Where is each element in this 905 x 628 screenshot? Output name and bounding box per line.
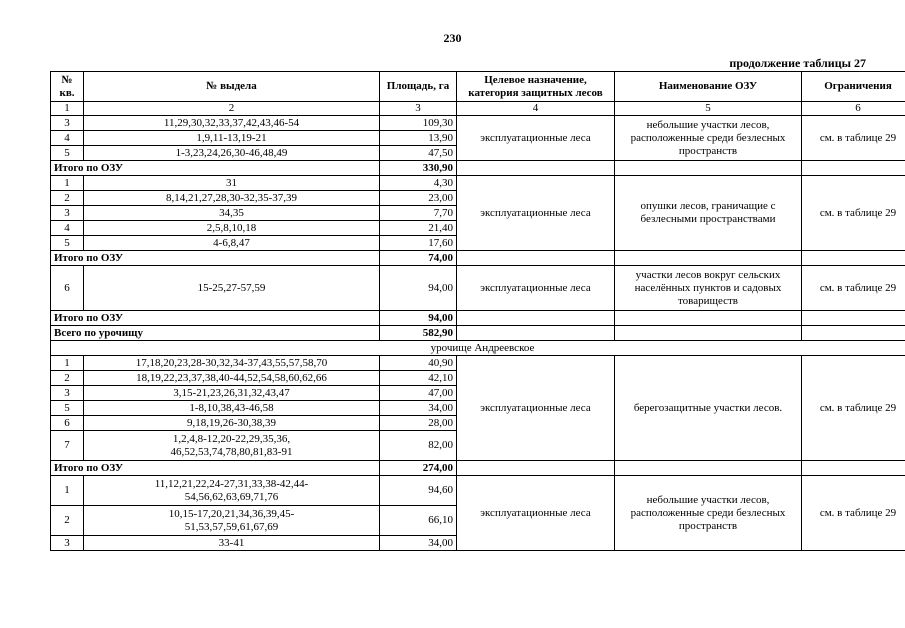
area-cell: 42,10: [380, 371, 457, 386]
area-cell: 94,60: [380, 476, 457, 506]
kv-cell: 1: [51, 476, 84, 506]
vydel-line: 10,15-17,20,21,34,36,39,45-: [168, 507, 295, 520]
forest-areas-table: [50, 71, 905, 551]
area-cell: 66,10: [380, 506, 457, 536]
vydel-line: 1,2,4,8-12,20-22,29,35,36,: [172, 432, 291, 445]
table-header-row: [51, 72, 905, 102]
area-cell: 34,00: [380, 536, 457, 551]
kv-cell: 1: [51, 356, 84, 371]
kv-cell: 7: [51, 431, 84, 461]
page-number: 230: [443, 31, 462, 45]
purpose-cell: эксплуатационные леса: [457, 176, 615, 251]
purpose-cell: эксплуатационные леса: [457, 476, 615, 551]
kv-cell: 4: [51, 221, 84, 236]
subtotal-row: [51, 461, 905, 476]
limits-cell: см. в таблице 29: [802, 176, 905, 251]
section-heading-row: [51, 341, 905, 356]
table-row: [51, 266, 905, 311]
tract-total-label: Всего по урочищу: [51, 326, 380, 341]
tract-total-value: 582,90: [380, 326, 457, 341]
limits-cell: см. в таблице 29: [802, 266, 905, 311]
subtotal-value: 74,00: [380, 251, 457, 266]
vydel-cell: 1-3,23,24,26,30-46,48,49: [84, 146, 380, 161]
area-cell: 34,00: [380, 401, 457, 416]
purpose-cell: эксплуатационные леса: [457, 356, 615, 461]
vydel-cell: [84, 476, 380, 506]
ozu-cell: небольшие участки лесов, расположенные среди безлесных пространств: [615, 116, 802, 161]
area-cell: 82,00: [380, 431, 457, 461]
subtotal-row: [51, 161, 905, 176]
area-cell: 40,90: [380, 356, 457, 371]
kv-cell: 6: [51, 416, 84, 431]
subtotal-label: Итого по ОЗУ: [51, 251, 380, 266]
column-number: 6: [802, 102, 905, 116]
table-row: [51, 116, 905, 131]
vydel-cell: 15-25,27-57,59: [84, 266, 380, 311]
kv-cell: 6: [51, 266, 84, 311]
purpose-cell: эксплуатационные леса: [457, 116, 615, 161]
subtotal-value: 274,00: [380, 461, 457, 476]
column-number: 5: [615, 102, 802, 116]
vydel-cell: 33-41: [84, 536, 380, 551]
vydel-cell: 11,29,30,32,33,37,42,43,46-54: [84, 116, 380, 131]
area-cell: 17,60: [380, 236, 457, 251]
table-continuation-label: продолжение таблицы 27: [729, 56, 866, 70]
table-row: [51, 356, 905, 371]
subtotal-row: [51, 311, 905, 326]
kv-cell: 5: [51, 146, 84, 161]
area-cell: 47,50: [380, 146, 457, 161]
subtotal-label: Итого по ОЗУ: [51, 161, 380, 176]
kv-cell: 5: [51, 401, 84, 416]
header-kv: № кв.: [51, 72, 84, 102]
vydel-cell: 34,35: [84, 206, 380, 221]
kv-cell: 2: [51, 191, 84, 206]
vydel-cell: 31: [84, 176, 380, 191]
purpose-cell: эксплуатационные леса: [457, 266, 615, 311]
vydel-line: 51,53,57,59,61,67,69: [184, 520, 279, 533]
limits-cell: см. в таблице 29: [802, 116, 905, 161]
vydel-cell: 1,9,11-13,19-21: [84, 131, 380, 146]
column-number: 2: [84, 102, 380, 116]
kv-cell: 4: [51, 131, 84, 146]
kv-cell: 3: [51, 206, 84, 221]
limits-cell: см. в таблице 29: [802, 356, 905, 461]
header-ozu: Наименование ОЗУ: [615, 72, 802, 102]
limits-cell: см. в таблице 29: [802, 476, 905, 551]
area-cell: 47,00: [380, 386, 457, 401]
header-vydel: № выдела: [84, 72, 380, 102]
vydel-cell: [84, 506, 380, 536]
header-area: Площадь, га: [380, 72, 457, 102]
area-cell: 21,40: [380, 221, 457, 236]
subtotal-value: 330,90: [380, 161, 457, 176]
kv-cell: 5: [51, 236, 84, 251]
subtotal-label: Итого по ОЗУ: [51, 311, 380, 326]
kv-cell: 1: [51, 176, 84, 191]
ozu-cell: участки лесов вокруг сельских населённых пунктов и садовых товариществ: [615, 266, 802, 311]
vydel-cell: 18,19,22,23,37,38,40-44,52,54,58,60,62,66: [84, 371, 380, 386]
area-cell: 23,00: [380, 191, 457, 206]
column-number: 4: [457, 102, 615, 116]
subtotal-row: [51, 251, 905, 266]
section-title: урочище Андреевское: [51, 341, 905, 356]
column-number: 1: [51, 102, 84, 116]
area-cell: 28,00: [380, 416, 457, 431]
vydel-cell: 9,18,19,26-30,38,39: [84, 416, 380, 431]
kv-cell: 3: [51, 116, 84, 131]
vydel-cell: 17,18,20,23,28-30,32,34-37,43,55,57,58,70: [84, 356, 380, 371]
column-number-row: [51, 102, 905, 116]
vydel-line: 11,12,21,22,24-27,31,33,38-42,44-: [154, 477, 309, 490]
area-cell: 7,70: [380, 206, 457, 221]
vydel-cell: [84, 431, 380, 461]
column-number: 3: [380, 102, 457, 116]
table-row: [51, 476, 905, 506]
subtotal-value: 94,00: [380, 311, 457, 326]
kv-cell: 2: [51, 506, 84, 536]
vydel-line: 46,52,53,74,78,80,81,83-91: [170, 445, 293, 458]
vydel-line: 54,56,62,63,69,71,76: [184, 490, 279, 503]
vydel-cell: 2,5,8,10,18: [84, 221, 380, 236]
vydel-cell: 4-6,8,47: [84, 236, 380, 251]
table-row: [51, 176, 905, 191]
tract-total-row: [51, 326, 905, 341]
area-cell: 109,30: [380, 116, 457, 131]
area-cell: 4,30: [380, 176, 457, 191]
ozu-cell: опушки лесов, граничащие с безлесными пространствами: [615, 176, 802, 251]
header-limits: Ограничения: [802, 72, 905, 102]
ozu-cell: небольшие участки лесов, расположенные среди безлесных пространств: [615, 476, 802, 551]
ozu-cell: берегозащитные участки лесов.: [615, 356, 802, 461]
kv-cell: 2: [51, 371, 84, 386]
area-cell: 94,00: [380, 266, 457, 311]
vydel-cell: 8,14,21,27,28,30-32,35-37,39: [84, 191, 380, 206]
vydel-cell: 3,15-21,23,26,31,32,43,47: [84, 386, 380, 401]
subtotal-label: Итого по ОЗУ: [51, 461, 380, 476]
header-purpose: Целевое назначение, категория защитных лесов: [457, 72, 615, 102]
kv-cell: 3: [51, 386, 84, 401]
area-cell: 13,90: [380, 131, 457, 146]
vydel-cell: 1-8,10,38,43-46,58: [84, 401, 380, 416]
kv-cell: 3: [51, 536, 84, 551]
